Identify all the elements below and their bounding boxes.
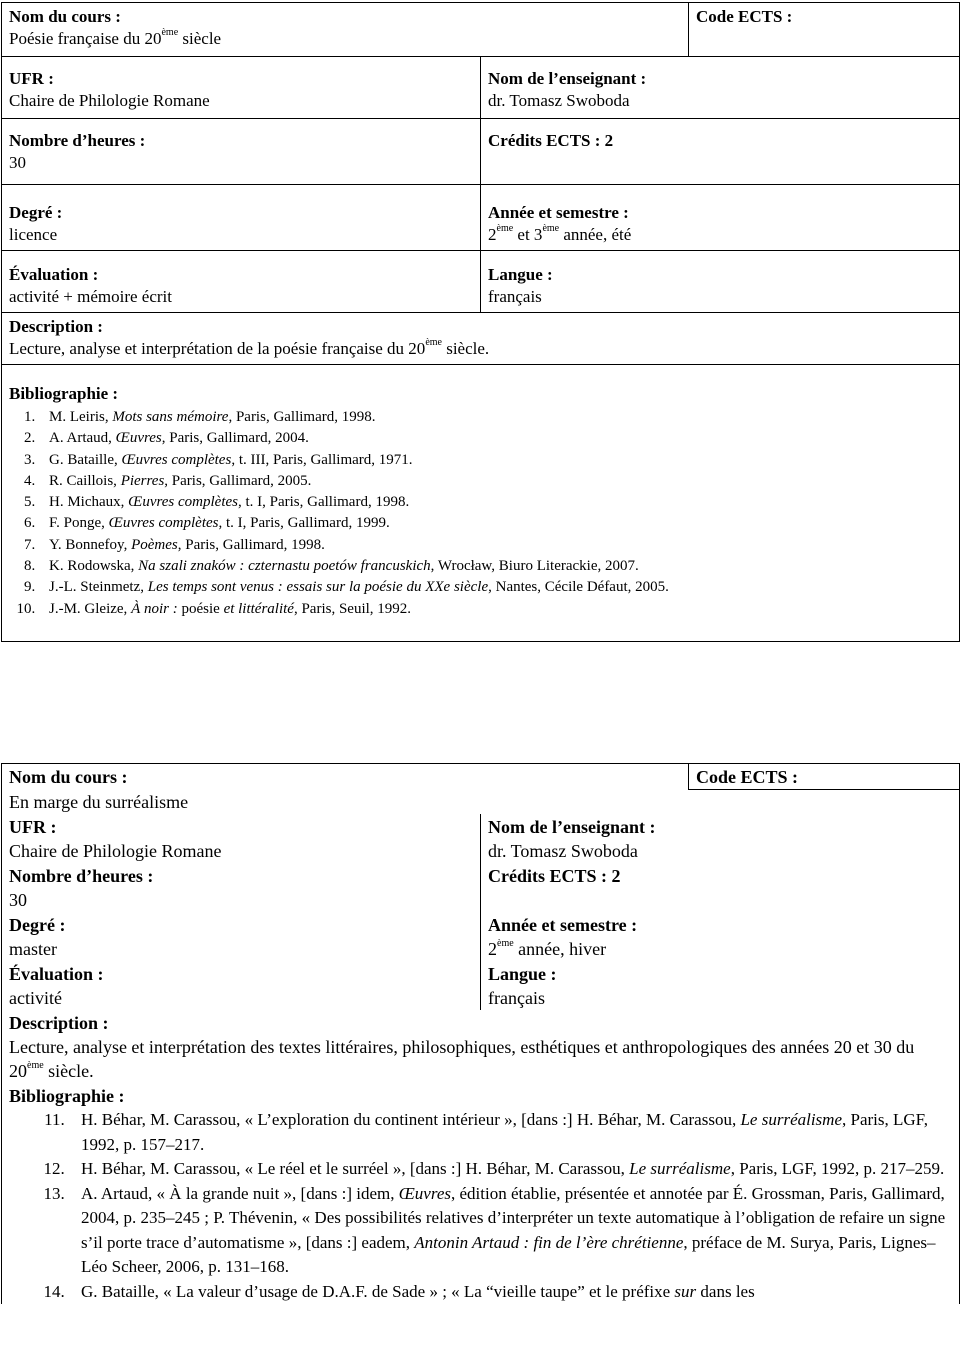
bib-item: 2. A. Artaud, Œuvres, Paris, Gallimard, 2004. bbox=[39, 428, 952, 449]
language-value: français bbox=[488, 988, 545, 1008]
hours-label: Nombre d’heures : bbox=[9, 866, 154, 886]
course-name-value-cell bbox=[2, 790, 960, 815]
bib-item: 10. J.-M. Gleize, À noir : poésie et littéralité, Paris, Seuil, 1992. bbox=[39, 599, 952, 620]
bib-item: 12. H. Béhar, M. Carassou, « Le réel et le surréel », [dans :] H. Béhar, M. Carassou, Le surréalisme, Paris, LGF, 1992, p. 217–259. bbox=[69, 1157, 952, 1182]
teacher-value: dr. Tomasz Swoboda bbox=[488, 841, 638, 861]
year-label: Année et semestre : bbox=[488, 203, 629, 222]
hours-cell bbox=[2, 119, 481, 185]
evaluation-label: Évaluation : bbox=[9, 265, 99, 284]
evaluation-value: activité + mémoire écrit bbox=[9, 287, 172, 306]
year-label: Année et semestre : bbox=[488, 915, 638, 935]
hours-value: 30 bbox=[9, 890, 27, 910]
evaluation-label: Évaluation : bbox=[9, 964, 104, 984]
credits-cell bbox=[481, 863, 960, 912]
bibliography-label: Bibliographie : bbox=[9, 384, 119, 403]
bib-item: 3. G. Bataille, Œuvres complètes, t. III, Paris, Gallimard, 1971. bbox=[39, 450, 952, 471]
teacher-label: Nom de l’enseignant : bbox=[488, 817, 656, 837]
course-name-cell bbox=[2, 3, 689, 57]
teacher-cell bbox=[481, 814, 960, 863]
credits-label: Crédits ECTS : 2 bbox=[488, 866, 621, 886]
course-name-value: En marge du surréalisme bbox=[9, 792, 189, 812]
credits-cell bbox=[481, 119, 960, 185]
bib-item: 8. K. Rodowska, Na szali znaków : czternastu poetów francuskich, Wrocław, Biuro Literackie, 2007. bbox=[39, 556, 952, 577]
degree-cell bbox=[2, 912, 481, 961]
ects-code-label: Code ECTS : bbox=[696, 767, 799, 787]
description-cell bbox=[2, 313, 960, 365]
course-name-label: Nom du cours : bbox=[9, 767, 128, 787]
bib-item: 11. H. Béhar, M. Carassou, « L’exploration du continent intérieur », [dans :] H. Béhar, M. Carassou, Le surréalisme, Paris, LGF, 1992, p. 157–217. bbox=[69, 1108, 952, 1157]
bibliography-label: Bibliographie : bbox=[9, 1086, 125, 1106]
description-label: Description : bbox=[9, 1013, 109, 1033]
degree-label: Degré : bbox=[9, 203, 63, 222]
course-name-cell bbox=[2, 764, 689, 790]
ects-code-cell bbox=[689, 764, 960, 790]
ufr-label: UFR : bbox=[9, 817, 57, 837]
teacher-value: dr. Tomasz Swoboda bbox=[488, 91, 630, 110]
bib-item: 7. Y. Bonnefoy, Poèmes, Paris, Gallimard, 1998. bbox=[39, 535, 952, 556]
bib-item: 5. H. Michaux, Œuvres complètes, t. I, Paris, Gallimard, 1998. bbox=[39, 492, 952, 513]
language-cell bbox=[481, 961, 960, 1010]
degree-label: Degré : bbox=[9, 915, 66, 935]
hours-value: 30 bbox=[9, 153, 26, 172]
bib-item: 14. G. Bataille, « La valeur d’usage de D.A.F. de Sade » ; « La “vieille taupe” et le préfixe sur dans les bbox=[69, 1280, 952, 1305]
ects-code-label: Code ECTS : bbox=[696, 7, 793, 26]
credits-label: Crédits ECTS : 2 bbox=[488, 131, 614, 150]
teacher-label: Nom de l’enseignant : bbox=[488, 69, 647, 88]
bibliography-cell bbox=[2, 365, 960, 642]
evaluation-cell bbox=[2, 961, 481, 1010]
bibliography-list bbox=[9, 1108, 952, 1304]
course-name-value: Poésie française du 20ème siècle bbox=[9, 27, 222, 48]
course-name-label: Nom du cours : bbox=[9, 7, 121, 26]
year-value: 2ème année, hiver bbox=[488, 938, 607, 959]
hours-cell bbox=[2, 863, 481, 912]
ufr-value: Chaire de Philologie Romane bbox=[9, 841, 222, 861]
evaluation-cell bbox=[2, 251, 481, 313]
bibliography-list bbox=[9, 407, 952, 620]
course-form-1 bbox=[1, 2, 960, 642]
bib-item: 6. F. Ponge, Œuvres complètes, t. I, Paris, Gallimard, 1999. bbox=[39, 513, 952, 534]
ects-code-cell bbox=[689, 3, 960, 57]
language-label: Langue : bbox=[488, 265, 553, 284]
language-label: Langue : bbox=[488, 964, 557, 984]
bib-item: 1. M. Leiris, Mots sans mémoire, Paris, Gallimard, 1998. bbox=[39, 407, 952, 428]
evaluation-value: activité bbox=[9, 988, 62, 1008]
ufr-value: Chaire de Philologie Romane bbox=[9, 91, 210, 110]
language-cell bbox=[481, 251, 960, 313]
ufr-cell bbox=[2, 814, 481, 863]
year-cell bbox=[481, 185, 960, 251]
course-form-2 bbox=[1, 763, 960, 1304]
bib-item: 13. A. Artaud, « À la grande nuit », [dans :] idem, Œuvres, édition établie, présentée et annotée par É. Grossman, Paris, Gallimard, 2004, p. 235–245 ; P. Thévenin, « Des possibilités relatives d’interpréter un texte automatique à l’obligation de refaire un signe s’il porte trace d’automatisme », [dans :] eadem, Antonin Artaud : fin de l’ère chrétienne, préface de M. Surya, Paris, Lignes–Léo Scheer, 2006, p. 131–168. bbox=[69, 1182, 952, 1280]
year-value: 2ème et 3ème année, été bbox=[488, 223, 632, 244]
description-text: Lecture, analyse et interprétation des textes littéraires, philosophiques, esthétiques et anthropologiques des années 20 et 30 du 20ème siècle. bbox=[9, 1037, 915, 1081]
hours-label: Nombre d’heures : bbox=[9, 131, 146, 150]
bib-item: 4. R. Caillois, Pierres, Paris, Gallimard, 2005. bbox=[39, 471, 952, 492]
description-cell bbox=[2, 1010, 960, 1083]
degree-value: master bbox=[9, 939, 57, 959]
ufr-label: UFR : bbox=[9, 69, 54, 88]
teacher-cell bbox=[481, 57, 960, 119]
year-cell bbox=[481, 912, 960, 961]
description-text: Lecture, analyse et interprétation de la poésie française du 20ème siècle. bbox=[9, 337, 490, 358]
description-label: Description : bbox=[9, 317, 103, 336]
language-value: français bbox=[488, 287, 542, 306]
degree-value: licence bbox=[9, 225, 58, 244]
ufr-cell bbox=[2, 57, 481, 119]
degree-cell bbox=[2, 185, 481, 251]
bibliography-cell bbox=[2, 1083, 960, 1304]
bib-item: 9. J.-L. Steinmetz, Les temps sont venus : essais sur la poésie du XXe siècle, Nantes, Cécile Défaut, 2005. bbox=[39, 577, 952, 598]
